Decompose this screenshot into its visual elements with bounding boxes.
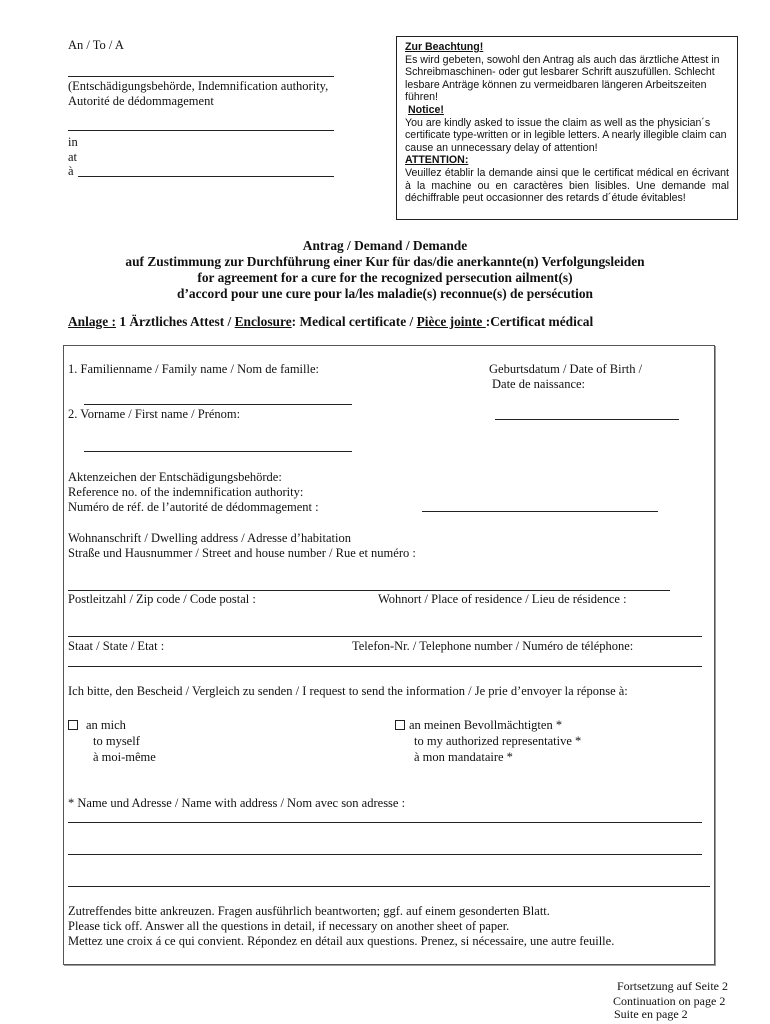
first-name-label: 2. Vorname / First name / Prénom: bbox=[68, 407, 241, 421]
state-label: Staat / State / Etat : bbox=[68, 639, 165, 653]
enclosure-attest: 1 Ärztliches Attest / bbox=[115, 314, 235, 329]
notice-en-text: You are kindly asked to issue the claim as well as the physician´s certificate type-written or in legible letters. A nearly illegible claim can cause an unnecessary delay of attention! bbox=[405, 116, 727, 154]
continuation-de: Fortsetzung auf Seite 2 bbox=[617, 979, 728, 993]
notice-de-text: Es wird gebeten, sowohl den Antrag als auch das ärztliche Attest in Schreibmaschinen- oder gut lesbarer Schrift auszufüllen. Schlecht lesbare Anträge können zu vermeidbaren längeren Arbeitszeiten führen! bbox=[405, 53, 720, 104]
title-line-4: d’accord pour une cure pour la/les maladie(s) reconnue(s) de persécution bbox=[177, 286, 593, 301]
state-phone-field[interactable] bbox=[68, 666, 702, 667]
zip-residence-field[interactable] bbox=[68, 636, 702, 637]
form-box bbox=[63, 345, 715, 965]
at-label: at bbox=[68, 150, 78, 164]
enclosure-medical: : Medical certificate / bbox=[291, 314, 417, 329]
reference-label-2: Reference no. of the indemnification authority: bbox=[68, 485, 304, 499]
birth-date-field[interactable] bbox=[495, 419, 679, 420]
option-myself-fr: à moi-même bbox=[93, 750, 156, 764]
title-line-3: for agreement for a cure for the recognized persecution ailment(s) bbox=[197, 270, 573, 285]
in-label: in bbox=[68, 135, 78, 149]
enclosure-piece: Pièce jointe bbox=[416, 314, 486, 329]
authority-name-line[interactable] bbox=[68, 76, 334, 77]
enclosure-anlage: Anlage : bbox=[68, 314, 116, 329]
enclosure-certificat: :Certificat médical bbox=[485, 314, 594, 329]
option-myself bbox=[68, 718, 126, 733]
representative-line-1[interactable] bbox=[68, 822, 702, 823]
instruction-en: Please tick off. Answer all the questions in detail, if necessary on another sheet of paper. bbox=[68, 919, 510, 933]
to-label: An / To / A bbox=[68, 38, 124, 52]
address-label-1: Wohnanschrift / Dwelling address / Adresse d’habitation bbox=[68, 531, 351, 545]
authority-address-line[interactable] bbox=[68, 130, 334, 131]
address-label-2: Straße und Hausnummer / Street and house number / Rue et numéro : bbox=[68, 546, 416, 560]
family-name-label: 1. Familienname / Family name / Nom de famille: bbox=[68, 362, 319, 376]
option-rep-en: to my authorized representative * bbox=[414, 734, 582, 748]
reference-label-3: Numéro de réf. de l’autorité de dédommagement : bbox=[68, 500, 319, 514]
birth-date-label-2: Date de naissance: bbox=[492, 377, 586, 391]
a-label: à bbox=[68, 164, 74, 178]
phone-label: Telefon-Nr. / Telephone number / Numéro de téléphone: bbox=[352, 639, 634, 653]
myself-checkbox[interactable] bbox=[68, 720, 78, 730]
representative-line-2[interactable] bbox=[68, 854, 702, 855]
street-field[interactable] bbox=[68, 590, 670, 591]
send-request-label: Ich bitte, den Bescheid / Vergleich zu senden / I request to send the information / Je prie d’envoyer la réponse à: bbox=[68, 684, 628, 698]
representative-name-label: * Name und Adresse / Name with address / Nom avec son adresse : bbox=[68, 796, 406, 810]
reference-label-1: Aktenzeichen der Entschädigungsbehörde: bbox=[68, 470, 282, 484]
birth-date-label-1: Geburtsdatum / Date of Birth / bbox=[489, 362, 643, 376]
option-rep-fr: à mon mandataire * bbox=[414, 750, 513, 764]
enclosure-line bbox=[68, 314, 593, 330]
first-name-field[interactable] bbox=[84, 451, 352, 452]
authority-label-1: (Entschädigungsbehörde, Indemnification authority, bbox=[68, 79, 329, 93]
option-myself-de: an mich bbox=[86, 718, 126, 732]
instruction-fr: Mettez une croix á ce qui convient. Répondez en détail aux questions. Prenez, si nécessaire, une autre feuille. bbox=[68, 934, 615, 948]
continuation-en: Continuation on page 2 bbox=[613, 994, 726, 1008]
option-rep-de: an meinen Bevollmächtigten * bbox=[409, 718, 563, 732]
reference-field[interactable] bbox=[422, 511, 658, 512]
representative-line-3[interactable] bbox=[68, 886, 710, 887]
notice-de-heading: Zur Beachtung! bbox=[405, 41, 484, 53]
notice-fr-text: Veuillez établir la demande ainsi que le certificat médical en écrivant à la machine ou en caractères bien lisibles. Une demande mal déchiffrable peut occasionner des retards d´étude évitables! bbox=[405, 166, 729, 205]
authority-label-2: Autorité de dédommagement bbox=[68, 94, 214, 108]
option-myself-en: to myself bbox=[93, 734, 140, 748]
notice-fr-heading: ATTENTION: bbox=[405, 154, 469, 167]
title-line-2: auf Zustimmung zur Durchführung einer Kur für das/die anerkannte(n) Verfolgungsleiden bbox=[125, 254, 645, 269]
residence-label: Wohnort / Place of residence / Lieu de résidence : bbox=[378, 592, 627, 606]
zip-label: Postleitzahl / Zip code / Code postal : bbox=[68, 592, 256, 606]
instruction-de: Zutreffendes bitte ankreuzen. Fragen ausführlich beantworten; ggf. auf einem gesonderten Blatt. bbox=[68, 904, 550, 918]
option-representative bbox=[395, 718, 562, 733]
notice-en-heading: Notice! bbox=[408, 103, 444, 116]
continuation-fr: Suite en page 2 bbox=[614, 1007, 688, 1021]
city-line[interactable] bbox=[78, 176, 334, 177]
representative-checkbox[interactable] bbox=[395, 720, 405, 730]
notice-box bbox=[396, 36, 738, 220]
enclosure-word: Enclosure bbox=[234, 314, 292, 329]
family-name-field[interactable] bbox=[84, 404, 352, 405]
title-line-1: Antrag / Demand / Demande bbox=[302, 238, 468, 253]
